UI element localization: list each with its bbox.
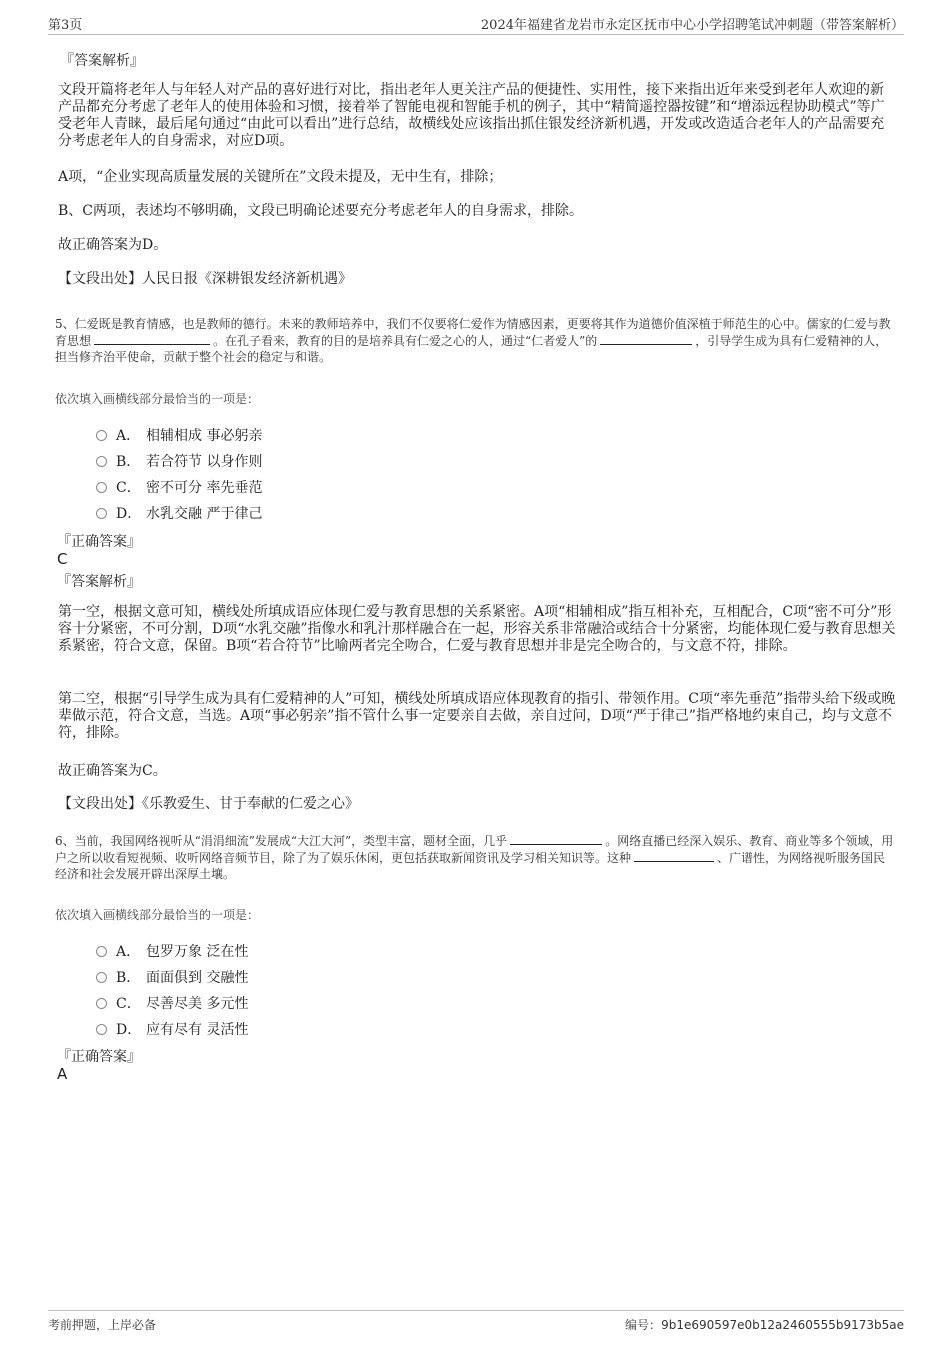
question-5-option-c[interactable]: C． 密不可分 率先垂范 [96, 477, 262, 495]
correct-answer-value: C [57, 550, 68, 568]
radio-button[interactable] [96, 508, 107, 519]
document-title: 2024年福建省龙岩市永定区抚市中心小学招聘笔试冲刺题（带答案解析） [480, 18, 904, 33]
source-citation: 【文段出处】《乐教爱生、甘于奉献的仁爱之心》 [58, 796, 359, 812]
radio-button[interactable] [96, 456, 107, 467]
fill-blank [600, 333, 692, 345]
question-5-option-d[interactable]: D． 水乳交融 严于律己 [96, 503, 262, 521]
question-6-option-b[interactable]: B． 面面俱到 交融性 [96, 967, 248, 985]
question-6-text: 6、当前，我国网络视听从“涓涓细流”发展成“大江大河”，类型丰富，题材全面，几乎 。网络直播已经深入娱乐、教育、商业等多个领域，用户之所以收看短视频、收听网络音频节目，除了为了娱乐休闲，更包括获取新闻资讯及学习相关知识等。这种 、广谱性，为网络视听服务国民经济和社会发展开辟出深厚土壤。 [55, 834, 894, 881]
analysis-conclusion: 故正确答案为D。 [58, 237, 168, 253]
fill-blank [634, 850, 714, 862]
question-5-option-b[interactable]: B． 若合符节 以身作则 [96, 451, 262, 469]
correct-answer-value: A [57, 1065, 68, 1083]
question-5-option-a[interactable]: A． 相辅相成 事必躬亲 [96, 425, 262, 443]
page-number: 第3页 [48, 18, 83, 33]
question-6-instruction: 依次填入画横线部分最恰当的一项是： [55, 908, 260, 922]
source-citation: 【文段出处】人民日报《深耕银发经济新机遇》 [58, 271, 352, 287]
page-header [48, 14, 904, 35]
analysis-paragraph: A项，“企业实现高质量发展的关键所在”文段未提及，无中生有，排除； [58, 169, 503, 185]
analysis-paragraph: 第一空，根据文意可知，横线处所填成语应体现仁爱与教育思想的关系紧密。A项“相辅相成”指互相补充，互相配合，C项“密不可分”形容十分紧密，不可分割，D项“水乳交融”指像水和乳汁那样融合在一起，形容关系非常融洽或结合十分紧密，均能体现仁爱与教育思想关系紧密，符合文意，保留。B项“若合符节”比喻两者完全吻合，仁爱与教育思想并非是完全吻合的，与文意不符，排除。 [58, 604, 896, 654]
radio-button[interactable] [96, 482, 107, 493]
analysis-paragraph: 文段开篇将老年人与年轻人对产品的喜好进行对比，指出老年人更关注产品的便捷性、实用性，接下来指出近年来受到老年人欢迎的新产品都充分考虑了老年人的使用体验和习惯，接着举了智能电视和智能手机的例子，其中“精简遥控器按键”和“增添远程协助模式”等广受老年人青睐，最后尾句通过“由此可以看出”进行总结，故横线处应该指出抓住银发经济新机遇，开发或改造适合老年人的产品需要充分考虑老年人的自身需求，对应D项。 [58, 82, 885, 149]
answer-analysis-label: 『答案解析』 [60, 53, 144, 69]
answer-analysis-label: 『答案解析』 [57, 574, 141, 590]
question-5-text: 5、仁爱既是教育情感，也是教师的德行。未来的教师培养中，我们不仅要将仁爱作为情感因素，更要将其作为道德价值深植于师范生的心中。儒家的仁爱与教育思想 。在孔子看来，教育的目的是培养具有仁爱之心的人，通过“仁者爱人”的 ，引导学生成为具有仁爱精神的人，担当修齐治平使命，贡献于整个社会的稳定与和谐。 [55, 317, 891, 364]
document-code: 编号：9b1e690597e0b12a2460555b9173b5ae [625, 1318, 904, 1332]
radio-button[interactable] [96, 998, 107, 1009]
analysis-paragraph: B、C两项，表述均不够明确，文段已明确论述要充分考虑老年人的自身需求，排除。 [58, 203, 583, 219]
fill-blank [94, 333, 210, 345]
radio-button[interactable] [96, 972, 107, 983]
radio-button[interactable] [96, 1024, 107, 1035]
question-5-instruction: 依次填入画横线部分最恰当的一项是： [55, 392, 260, 406]
analysis-paragraph: 第二空，根据“引导学生成为具有仁爱精神的人”可知，横线处所填成语应体现教育的指引、带领作用。C项“率先垂范”指带头给下级或晚辈做示范，符合文意，当选。A项“事必躬亲”指不管什么事一定要亲自去做，亲自过问，D项“严于律己”指严格地约束自己，均与文意不符，排除。 [58, 691, 896, 741]
radio-button[interactable] [96, 430, 107, 441]
fill-blank [510, 833, 602, 845]
footer-slogan: 考前押题，上岸必备 [48, 1318, 157, 1332]
question-6-option-a[interactable]: A． 包罗万象 泛在性 [96, 941, 248, 959]
correct-answer-label: 『正确答案』 [57, 534, 141, 550]
correct-answer-label: 『正确答案』 [57, 1049, 141, 1065]
radio-button[interactable] [96, 946, 107, 957]
analysis-conclusion: 故正确答案为C。 [58, 763, 167, 779]
question-6-option-c[interactable]: C． 尽善尽美 多元性 [96, 993, 248, 1011]
page-footer [48, 1310, 904, 1335]
question-6-option-d[interactable]: D． 应有尽有 灵活性 [96, 1019, 248, 1037]
